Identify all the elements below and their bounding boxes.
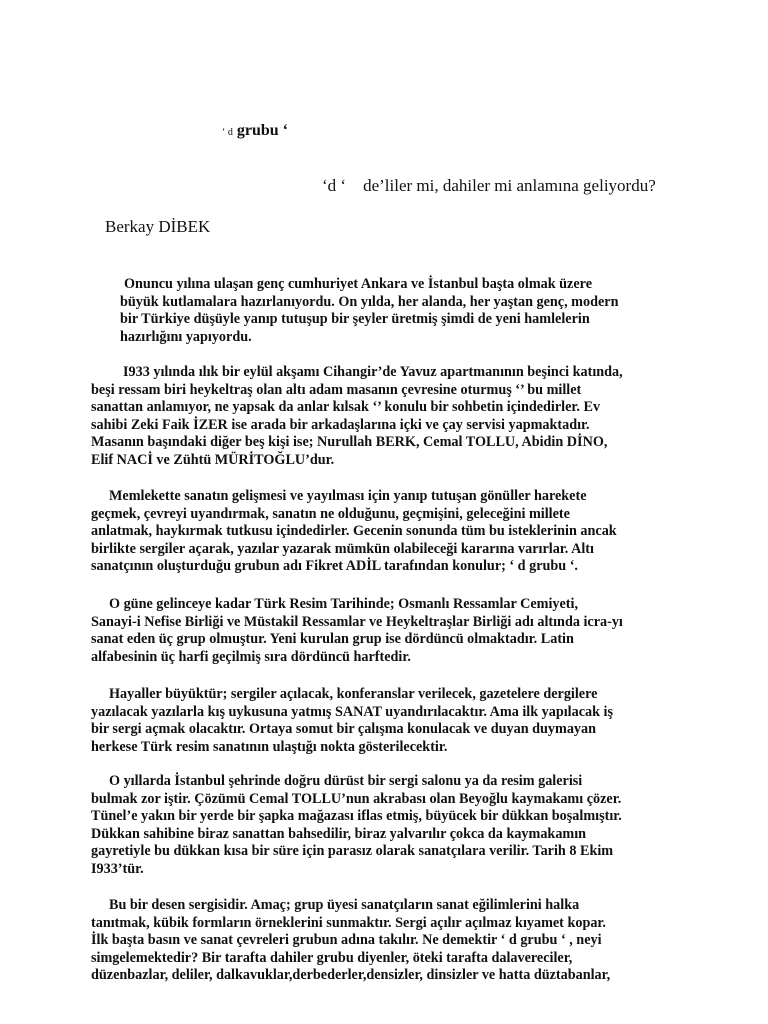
paragraph-line: İlk başta basın ve sanat çevreleri grubun adına takılır. Ne demektir ‘ d grubu ‘ , neyi (91, 932, 602, 948)
body-paragraph-1 (91, 364, 671, 469)
paragraph-line: simgelemektedir? Bir tarafta dahiler grubu diyenler, öteki tarafta dalavereciler, (91, 949, 573, 966)
paragraph-line: sanattan anlamıyor, ne yapsak da anlar kılsak ‘’ konulu bir sohbetin içindedirler. Ev (91, 399, 601, 415)
paragraph-line: geçmek, çevreyi uyandırmak, sanatın ne olduğunu, geçmişini, geleceğini millete (91, 505, 570, 522)
paragraph-line: tanıtmak, kübik formların örneklerini sunmaktır. Sergi açılır açılmaz kıyamet kopar. (91, 914, 606, 931)
paragraph-line: beşi ressam biri heykeltraş olan altı adam masanın çevresine oturmuş ‘’ bu millet (91, 381, 582, 398)
paragraph-line: sahibi Zeki Faik İZER ise arada bir arkadaşlarına içki ve çay servisi yapmaktadır. (91, 416, 590, 433)
paragraph-line: alfabesinin üç harfi geçilmiş sıra dördüncü harftedir. (91, 648, 411, 665)
paragraph-line: Hayaller büyüktür; sergiler açılacak, konferanslar verilecek, gazetelere dergilere (109, 686, 598, 702)
paragraph-line: yazılacak yazılarla kış uykusuna yatmış SANAT uyandırılacaktır. Ama ilk yapılacak iş (91, 703, 614, 720)
paragraph-line: Sanayi-i Nefise Birliği ve Müstakil Ressamlar ve Heykeltraşlar Birliği adı altında icra-yı (91, 613, 623, 630)
paragraph-line: O yıllarda İstanbul şehrinde doğru dürüst bir sergi salonu ya da resim galerisi (109, 773, 583, 789)
paragraph-line: Memlekette sanatın gelişmesi ve yayılması için yanıp tutuşan gönüller harekete (109, 488, 587, 504)
paragraph-line: düzenbazlar, deliler, dalkavuklar,derbederler,densizler, dinsizler ve hatta düztabanlar, (91, 967, 611, 983)
body-paragraph-2 (91, 488, 671, 576)
body-paragraph-5 (91, 773, 671, 878)
title-main: grubu ‘ (236, 122, 288, 139)
paragraph-line: herkese Türk resim sanatının ulaştığı nokta gösterilecektir. (91, 738, 448, 755)
paragraph-line: Dükkan sahibine biraz sanattan bahsedilir, biraz yalvarılır çokca da kaymakamın (91, 825, 587, 842)
body-paragraph-6 (91, 897, 671, 985)
title-prefix: ‘ d (222, 127, 233, 138)
paragraph-line: Tünel’e yakın bir yerde bir şapka mağazası iflas etmiş, büyücek bir dükkan boşalmıştır. (91, 808, 622, 824)
intro-paragraph (120, 276, 680, 346)
paragraph-line: anlatmak, haykırmak tutkusu içindedirler. Gecenin sonunda tüm bu isteklerinin ancak (91, 523, 617, 539)
paragraph-line: bulmak zor iştir. Çözümü Cemal TOLLU’nun akrabası olan Beyoğlu kaymakamı çözer. (91, 790, 622, 807)
intro-line: Onuncu yılına ulaşan genç cumhuriyet Ankara ve İstanbul başta olmak üzere (124, 276, 592, 292)
intro-line: hazırlığını yapıyordu. (120, 328, 252, 345)
paragraph-line: gayretiyle bu dükkan kısa bir süre için parasız olarak sanatçılara verilir. Tarih 8 Ekim (91, 843, 614, 859)
paragraph-line: Masanın başındaki diğer beş kişi ise; Nurullah BERK, Cemal TOLLU, Abidin DİNO, (91, 434, 608, 450)
body-paragraph-3 (91, 596, 671, 666)
paragraph-line: I933 yılında ılık bir eylül akşamı Cihangir’de Yavuz apartmanının beşinci katında, (123, 364, 623, 380)
paragraph-line: sanat eden üç grup olmuştur. Yeni kurulan grup ise dördüncü olmaktadır. Latin (91, 631, 574, 647)
paragraph-line: sanatçının oluşturduğu grubun adı Fikret ADİL tarafından konulur; ‘ d grubu ‘. (91, 558, 578, 574)
paragraph-line: birlikte sergiler açarak, yazılar yazarak mümkün olabileceği kararına varırlar. Altı (91, 540, 594, 557)
document-subtitle: ‘d ‘ de’liler mi, dahiler mi anlamına geliyordu? (322, 176, 656, 195)
author-name: Berkay DİBEK (105, 217, 211, 236)
paragraph-line: Elif NACİ ve Zühtü MÜRİTOĞLU’dur. (91, 451, 335, 468)
intro-line: büyük kutlamalara hazırlanıyordu. On yılda, her alanda, her yaştan genç, modern (120, 293, 619, 310)
paragraph-line: bir sergi açmak olacaktır. Ortaya somut bir çalışma konulacak ve duyan duymayan (91, 721, 597, 737)
intro-line: bir Türkiye düşüyle yanıp tutuşup bir şeyler üretmiş şimdi de yeni hamlelerin (120, 311, 590, 327)
paragraph-line: I933’tür. (91, 860, 144, 877)
body-paragraph-4 (91, 686, 671, 756)
paragraph-line: O güne gelinceye kadar Türk Resim Tarihinde; Osmanlı Ressamlar Cemiyeti, (109, 596, 578, 612)
document-title (222, 122, 288, 140)
paragraph-line: Bu bir desen sergisidir. Amaç; grup üyesi sanatçıların sanat eğilimlerini halka (109, 897, 580, 913)
